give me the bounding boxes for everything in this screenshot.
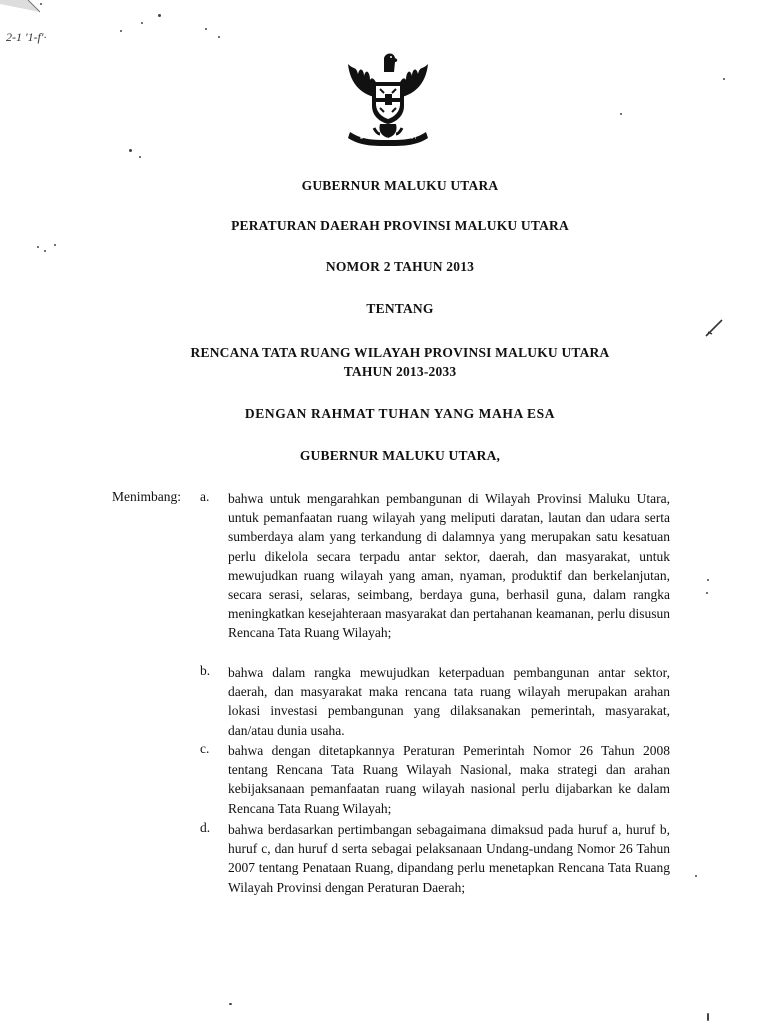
scan-corner-fold [0,0,40,14]
scan-speck [706,592,708,594]
scan-speck [139,156,141,158]
scan-speck [695,875,697,877]
scan-speck [44,250,46,252]
scan-speck [129,149,132,152]
clause-text: bahwa dengan ditetapkannya Peraturan Pemerintah Nomor 26 Tahun 2008 tentang Rencana Tata Ruang Wilayah Nasional, maka strategi dan arahan kebijaksanaan pemanfaatan ruang wilayah nasional perlu dijabarkan ke dalam Rencana Tata Ruang Wilayah; [228,743,670,816]
regulation-title-line1: RENCANA TATA RUANG WILAYAH PROVINSI MALUKU UTARA [190,345,610,360]
scan-speck [205,28,207,30]
scan-speck [229,1003,232,1005]
garuda-pancasila-emblem-icon [340,48,436,146]
clause-text: bahwa dalam rangka mewujudkan keterpaduan pembangunan antar sektor, daerah, dan masyarakat maka rencana tata ruang wilayah merupakan arahan lokasi investasi pembangunan yang dilaksanakan pemerintah, masyarakat, dan/atau dunia usaha. [228,665,670,738]
about-heading: TENTANG [366,301,434,316]
regulation-heading: PERATURAN DAERAH PROVINSI MALUKU UTARA [231,218,569,233]
clause-text: bahwa untuk mengarahkan pembangunan di Wilayah Provinsi Maluku Utara, untuk pemanfaatan ruang wilayah yang meliputi daratan, lautan dan udara serta sumberdaya alam yang terkandung di dalamnya yang merupakan satu kesatuan perlu dikelola secara terpadu antar sektor, daerah, dan masyarakat, untuk mewujudkan ruang wilayah yang aman, nyaman, produktif dan berkelanjutan, secara serasi, selaras, seimbang, berdaya guna, berhasil guna, dalam rangka meningkatkan kesejahteraan masyarakat dan pertahanan keamanan, perlu disusun Rencana Tata Ruang Wilayah; [228,491,670,641]
governor-heading: GUBERNUR MALUKU UTARA, [299,448,501,463]
clause-letter: c. [200,741,210,756]
scan-speck [40,3,42,5]
scan-speck [723,78,725,80]
blessing-heading: DENGAN RAHMAT TUHAN YANG MAHA ESA [244,406,556,421]
clause-letter: a. [200,489,210,504]
regulation-title-line2: TAHUN 2013-2033 [343,364,457,379]
scan-speck [141,22,143,24]
scan-speck [37,246,39,248]
scan-speck [218,36,220,38]
regulation-number-heading: NOMOR 2 TAHUN 2013 [325,259,475,274]
handwritten-corner-note: 2-1 '1-f'· [6,30,47,44]
clause-letter: b. [200,663,211,678]
scan-speck [120,30,122,32]
scan-speck [707,1013,709,1021]
scan-speck [620,113,622,115]
scan-speck [54,244,56,246]
clause-text: bahwa berdasarkan pertimbangan sebagaimana dimaksud pada huruf a, huruf b, huruf c, dan huruf d serta sebagai pelaksanaan Undang-undang Nomor 26 Tahun 2007 tentang Penataan Ruang, dipandang perlu menetapkan Rencana Tata Ruang Wilayah Provinsi dengan Peraturan Daerah; [228,822,670,895]
clause-letter: d. [200,820,211,835]
handwritten-tick [702,318,726,340]
scan-speck [707,579,709,581]
menimbang-label: Menimbang: [112,489,181,504]
scan-speck [158,14,161,17]
issuer-heading: GUBERNUR MALUKU UTARA [301,178,499,193]
